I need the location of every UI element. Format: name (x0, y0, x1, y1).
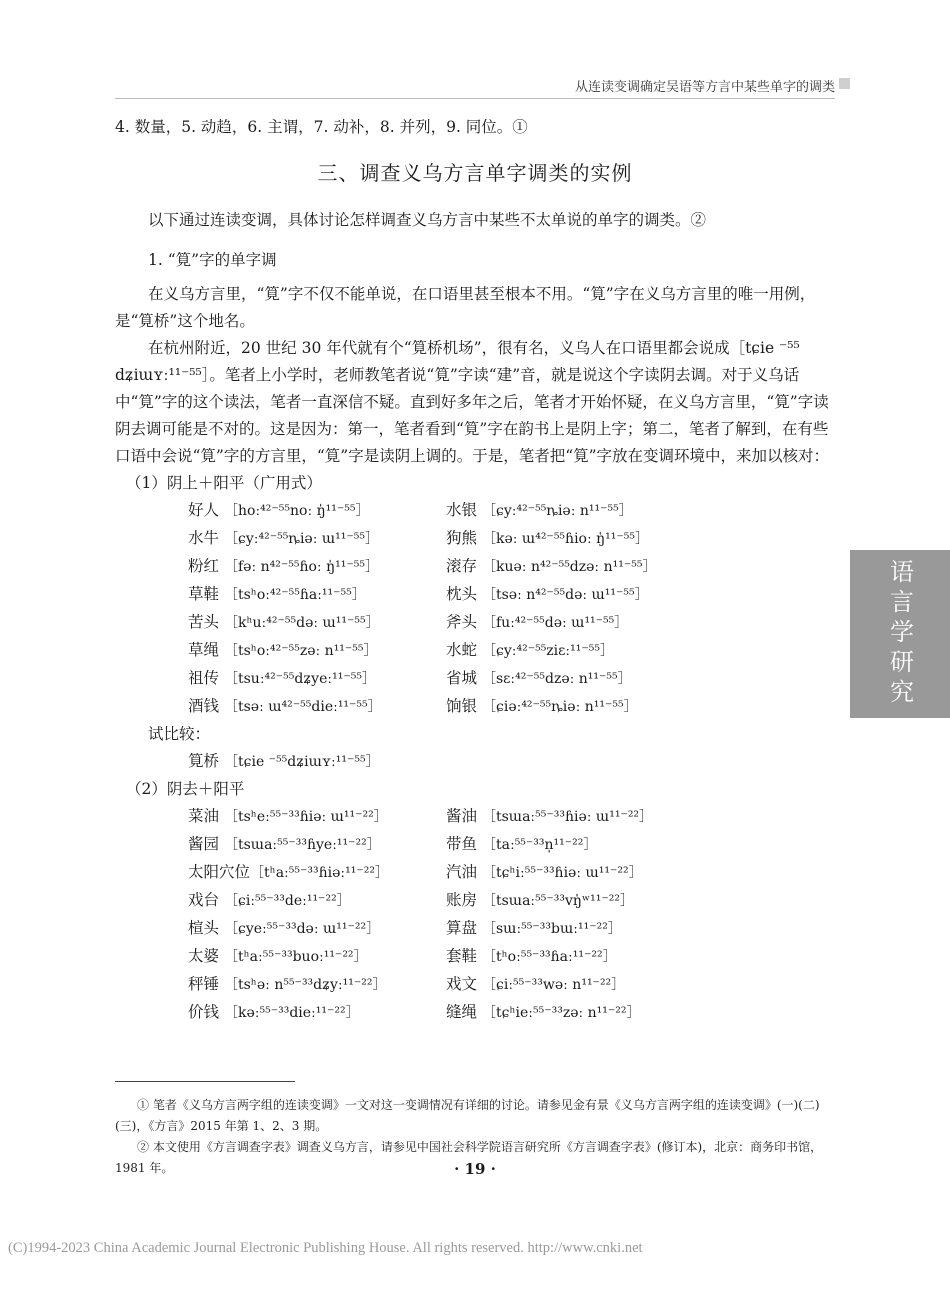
example-entry: 饷银 ［ɕiəː⁴²⁻⁵⁵ȵiəː n¹¹⁻⁵⁵］ (446, 697, 638, 715)
example-entry: 草绳 ［tsʰoː⁴²⁻⁵⁵zəː n¹¹⁻⁵⁵］ (188, 641, 378, 659)
intro-paragraph: 以下通过连读变调，具体讨论怎样调查义乌方言中某些不太单说的单字的调类。② (148, 211, 707, 229)
footnote-rule (115, 1081, 295, 1082)
compare-label: 试比较： (148, 725, 211, 743)
example-entry: 秤锤 ［tsʰəː n⁵⁵⁻³³dʑyː¹¹⁻²²］ (188, 975, 387, 993)
example-entry: 枕头 ［tsəː n⁴²⁻⁵⁵dəː ɯ¹¹⁻⁵⁵］ (446, 585, 649, 603)
example-entry: 太婆 ［tʰaː⁵⁵⁻³³buoː¹¹⁻²²］ (188, 947, 368, 965)
example-entry: 酱油 ［tsɯaː⁵⁵⁻³³ɦiəː ɯ¹¹⁻²²］ (446, 807, 654, 825)
example-entry: 算盘 ［sɯː⁵⁵⁻³³bɯː¹¹⁻²²］ (446, 919, 622, 937)
paragraph: 在义乌方言里，“筧”字不仅不能单说，在口语里甚至根本不用。“筧”字在义乌方言里的唯一用例，是“筧桥”这个地名。 (115, 285, 816, 330)
example-entry: 账房 ［tsɯaː⁵⁵⁻³³vŋ̍ʷ¹¹⁻²²］ (446, 891, 634, 909)
side-section-tab (850, 550, 950, 718)
example-entry: 草鞋 ［tsʰoː⁴²⁻⁵⁵ɦaː¹¹⁻⁵⁵］ (188, 585, 366, 603)
example-entry: 苦头 ［kʰuː⁴²⁻⁵⁵dəː ɯ¹¹⁻⁵⁵］ (188, 613, 380, 631)
compare-entry: 筧桥 ［tɕie ⁻⁵⁵dʑiɯʏː¹¹⁻⁵⁵］ (188, 752, 380, 770)
example-entry: 水蛇 ［ɕyː⁴²⁻⁵⁵ziɛː¹¹⁻⁵⁵］ (446, 641, 614, 659)
example-entry: 带鱼 ［taː⁵⁵⁻³³n̩¹¹⁻²²］ (446, 835, 598, 853)
page-number: · 19 · (454, 1160, 496, 1178)
example-entry: 汽油 ［tɕʰiː⁵⁵⁻³³ɦiəː ɯ¹¹⁻²²］ (446, 863, 643, 881)
example-entry: 好人 ［hoː⁴²⁻⁵⁵noː ŋ̍¹¹⁻⁵⁵］ (188, 501, 370, 519)
example-entry: 楦头 ［ɕyeː⁵⁵⁻³³dəː ɯ¹¹⁻²²］ (188, 919, 381, 937)
example-entry: 粉红 ［fəː n⁴²⁻⁵⁵ɦoː ŋ̍¹¹⁻⁵⁵］ (188, 557, 379, 575)
example-entry: 省城 ［sɛː⁴²⁻⁵⁵dzəː n¹¹⁻⁵⁵］ (446, 669, 632, 687)
example-entry: 太阳穴位［tʰaː⁵⁵⁻³³ɦiəː¹¹⁻²²］ (188, 863, 389, 881)
header-square-mark (839, 78, 850, 89)
article-body (115, 112, 835, 1027)
example-entry: 狗熊 ［kəː ɯ⁴²⁻⁵⁵ɦioː ŋ̍¹¹⁻⁵⁵］ (446, 529, 649, 547)
footnote: ② 本文使用《方言调查字表》调查义乌方言，请参见中国社会科学院语言研究所《方言调查字表》(修订本)，北京：商务印书馆，1981 年。 (115, 1140, 823, 1175)
example-entry: 价钱 ［kəː⁵⁵⁻³³dieː¹¹⁻²²］ (188, 1003, 360, 1021)
example-entry: 酒钱 ［tsəː ɯ⁴²⁻⁵⁵dieː¹¹⁻⁵⁵］ (188, 697, 382, 715)
footnote: ① 笔者《义乌方言两字组的连读变调》一文对这一变调情况有详细的讨论。请参见金有景《义乌方言两字组的连读变调》(一)(二)(三)，《方言》2015 年第 1、2、3 期。 (115, 1098, 820, 1133)
example-entry: 酱园 ［tsɯaː⁵⁵⁻³³ɦyeː¹¹⁻²²］ (188, 835, 381, 853)
running-title: 从连读变调确定吴语等方言中某些单字的调类 (574, 80, 835, 95)
example-entry: 水银 ［ɕyː⁴²⁻⁵⁵ȵiəː n¹¹⁻⁵⁵］ (446, 501, 633, 519)
copyright-line: (C)1994-2023 China Academic Journal Electronic Publishing House. All rights reserved. http://www.cnki.net (8, 1240, 643, 1256)
side-tab-label: 语言学研究 (885, 559, 914, 709)
group-title: （2）阴去＋阳平 (126, 780, 245, 798)
example-entry: 菜油 ［tsʰeː⁵⁵⁻³³ɦiəː ɯ¹¹⁻²²］ (188, 807, 388, 825)
example-entry: 缝绳 ［tɕʰieː⁵⁵⁻³³zəː n¹¹⁻²²］ (446, 1003, 641, 1021)
example-entry: 套鞋 ［tʰoː⁵⁵⁻³³ɦaː¹¹⁻²²］ (446, 947, 617, 965)
example-entry: 祖传 ［tsuː⁴²⁻⁵⁵dʑyeː¹¹⁻⁵⁵］ (188, 669, 376, 687)
example-grid-2 (115, 803, 835, 1027)
example-grid-1 (115, 497, 835, 721)
paragraph: 在杭州附近，20 世纪 30 年代就有个“筧桥机场”，很有名，义乌人在口语里都会说成［tɕie ⁻⁵⁵ dʑiɯʏː¹¹⁻⁵⁵］。笔者上小学时，老师教笔者说“筧”字读“建”音，就是说这个字读阴去调。对于义乌话中“筧”字的这个读法，笔者一直深信不疑。直到好多年之后，笔者才开始怀疑，在义乌方言里，“筧”字读阴去调可能是不对的。这是因为：第一，笔者看到“筧”字在韵书上是阴上字；第二，笔者了解到，在有些口语中会说“筧”字的方言里，“筧”字是读阴上调的。于是，笔者把“筧”字放在变调环境中，来加以核对： (115, 339, 830, 465)
subsection-title: 1. “筧”字的单字调 (148, 251, 277, 269)
section-title: 三、调查义乌方言单字调类的实例 (317, 161, 633, 185)
example-entry: 戏台 ［ɕiː⁵⁵⁻³³deː¹¹⁻²²］ (188, 891, 351, 909)
lead-list: 4. 数量，5. 动趋，6. 主谓，7. 动补，8. 并列，9. 同位。① (115, 118, 528, 136)
group-title: （1）阴上＋阳平（广用式） (126, 474, 322, 492)
header-rule (115, 98, 835, 99)
example-entry: 斧头 ［fuː⁴²⁻⁵⁵dəː ɯ¹¹⁻⁵⁵］ (446, 613, 629, 631)
example-entry: 水牛 ［ɕyː⁴²⁻⁵⁵ȵiəː ɯ¹¹⁻⁵⁵］ (188, 529, 379, 547)
example-entry: 戏文 ［ɕiː⁵⁵⁻³³wəː n¹¹⁻²²］ (446, 975, 626, 993)
example-entry: 滚存 ［kuəː n⁴²⁻⁵⁵dzəː n¹¹⁻⁵⁵］ (446, 557, 657, 575)
